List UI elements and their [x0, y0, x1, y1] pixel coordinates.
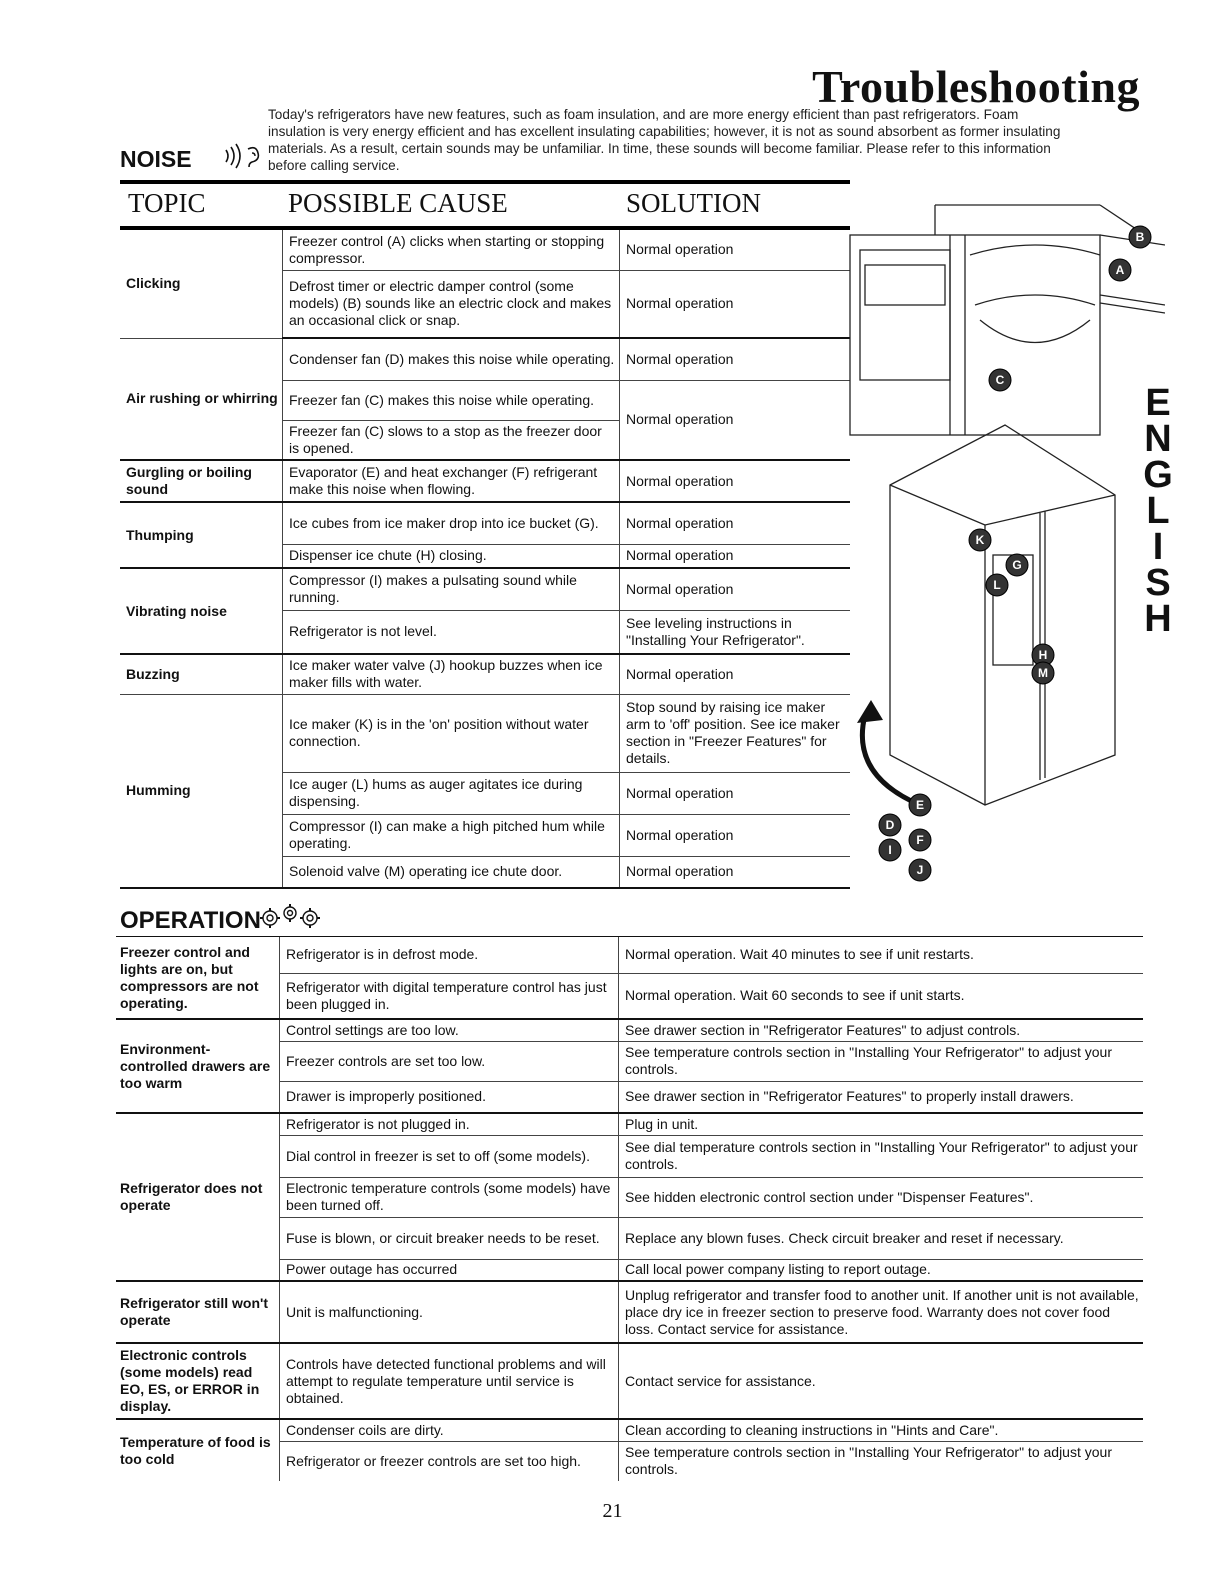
svg-text:G: G [1012, 558, 1022, 572]
solution-cell: Normal operation [620, 338, 851, 380]
callout-l [986, 574, 1008, 596]
callout-f [909, 829, 931, 851]
solution-cell: Normal operation [620, 230, 851, 270]
cause-cell: Ice maker (K) is in the 'on' position without water connection. [283, 694, 620, 772]
topic-cell: Gurgling or boiling sound [120, 460, 283, 502]
cause-cell: Ice maker water valve (J) hookup buzzes when ice maker fills with water. [283, 654, 620, 694]
callout-m [1032, 662, 1054, 684]
solution-cell: See dial temperature controls section in "Installing Your Refrigerator" to adjust your controls. [619, 1135, 1144, 1177]
svg-text:H: H [1038, 648, 1048, 662]
cause-cell: Electronic temperature controls (some models) have been turned off. [280, 1177, 619, 1217]
cause-cell: Ice cubes from ice maker drop into ice bucket (G). [283, 502, 620, 544]
header-possible-cause: POSSIBLE CAUSE [288, 188, 508, 218]
cause-cell: Power outage has occurred [280, 1259, 619, 1281]
noise-intro: Today's refrigerators have new features, such as foam insulation, and are more energy efficient than past refrigerators. Foam insulation is very energy efficient and has excellent insulating capabilities; however, it is not as sound absorbent as former insulating materials. As a result, certain sounds may be unfamiliar. In time, these sounds will become familiar. Please refer to this information before calling service. [268, 107, 1061, 173]
cause-cell: Drawer is improperly positioned. [280, 1081, 619, 1113]
svg-text:L: L [993, 578, 1001, 592]
solution-cell: Normal operation [620, 544, 851, 568]
cause-cell: Compressor (I) can make a high pitched hum while operating. [283, 814, 620, 856]
topic-cell: Thumping [120, 502, 283, 568]
operation-table [116, 937, 1143, 1481]
solution-cell: Normal operation [620, 502, 851, 544]
cause-cell: Dial control in freezer is set to off (some models). [280, 1135, 619, 1177]
noise-section-label: NOISE [120, 146, 192, 172]
solution-cell: Call local power company listing to report outage. [619, 1259, 1144, 1281]
cause-cell: Ice auger (L) hums as auger agitates ice during dispensing. [283, 772, 620, 814]
solution-cell: Normal operation [620, 460, 851, 502]
topic-cell: Clicking [120, 230, 283, 338]
cause-cell: Condenser coils are dirty. [280, 1419, 619, 1441]
callout-d [879, 814, 901, 836]
solution-cell: Normal operation. Wait 40 minutes to see if unit restarts. [619, 937, 1144, 973]
svg-text:E: E [915, 798, 925, 812]
solution-cell: See leveling instructions in "Installing Your Refrigerator". [620, 610, 851, 654]
svg-text:J: J [916, 863, 924, 877]
header-solution: SOLUTION [626, 188, 761, 218]
solution-cell: Replace any blown fuses. Check circuit breaker and reset if necessary. [619, 1217, 1144, 1259]
cause-cell: Freezer fan (C) makes this noise while operating. [283, 380, 620, 420]
callout-e [909, 794, 931, 816]
solution-cell: Plug in unit. [619, 1113, 1144, 1135]
sound-waves-icon [222, 141, 266, 171]
topic-cell: Vibrating noise [120, 568, 283, 654]
cause-cell: Controls have detected functional problems and will attempt to regulate temperature until service is obtained. [280, 1343, 619, 1419]
cause-cell: Evaporator (E) and heat exchanger (F) refrigerant make this noise when flowing. [283, 460, 620, 502]
cause-cell: Dispenser ice chute (H) closing. [283, 544, 620, 568]
cause-cell: Refrigerator with digital temperature control has just been plugged in. [280, 973, 619, 1019]
callout-c [989, 369, 1011, 391]
topic-cell: Electronic controls (some models) read EO, ES, or ERROR in display. [116, 1343, 280, 1419]
page-number: 21 [602, 1500, 623, 1522]
svg-text:M: M [1038, 666, 1048, 680]
svg-text:I: I [888, 843, 892, 857]
noise-table [120, 230, 850, 889]
cause-cell: Compressor (I) makes a pulsating sound while running. [283, 568, 620, 610]
cause-cell: Refrigerator is in defrost mode. [280, 937, 619, 973]
svg-text:K: K [975, 533, 985, 547]
topic-cell: Air rushing or whirring [120, 338, 283, 460]
header-topic: TOPIC [128, 188, 206, 218]
solution-cell: Clean according to cleaning instructions in "Hints and Care". [619, 1419, 1144, 1441]
curved-arrow-icon [862, 715, 920, 805]
svg-text:C: C [995, 373, 1005, 387]
cause-cell: Refrigerator is not level. [283, 610, 620, 654]
cause-cell: Solenoid valve (M) operating ice chute door. [283, 856, 620, 888]
top-rule [120, 180, 850, 184]
callout-g [1006, 554, 1028, 576]
cause-cell: Refrigerator is not plugged in. [280, 1113, 619, 1135]
solution-cell: Normal operation [620, 814, 851, 856]
solution-cell: Normal operation. Wait 60 seconds to see if unit starts. [619, 973, 1144, 1019]
solution-cell: See hidden electronic control section under "Dispenser Features". [619, 1177, 1144, 1217]
operation-section-label: OPERATION [120, 907, 261, 934]
solution-cell: Normal operation [620, 270, 851, 338]
solution-cell: Unplug refrigerator and transfer food to another unit. If another unit is not available, place dry ice in freezer section to preserve food. Warranty does not cover food loss. Contact service for assistance. [619, 1281, 1144, 1343]
side-label-english: E N G L I S H [1143, 382, 1173, 640]
topic-cell: Humming [120, 694, 283, 888]
topic-cell: Refrigerator still won't operate [116, 1281, 280, 1343]
cause-cell: Defrost timer or electric damper control (some models) (B) sounds like an electric clock and makes an occasional click or snap. [283, 270, 620, 338]
cause-cell: Freezer controls are set too low. [280, 1041, 619, 1081]
svg-text:D: D [885, 818, 895, 832]
callout-i [879, 839, 901, 861]
cause-cell: Freezer control (A) clicks when starting or stopping compressor. [283, 230, 620, 270]
svg-text:A: A [1115, 263, 1125, 277]
solution-cell: See temperature controls section in "Installing Your Refrigerator" to adjust your controls. [619, 1041, 1144, 1081]
callout-j [909, 859, 931, 881]
topic-cell: Refrigerator does not operate [116, 1113, 280, 1281]
solution-cell: Normal operation [620, 856, 851, 888]
solution-cell: See temperature controls section in "Installing Your Refrigerator" to adjust your controls. [625, 1444, 1112, 1478]
cause-cell: Freezer fan (C) slows to a stop as the freezer door is opened. [283, 420, 620, 460]
callout-k [969, 529, 991, 551]
svg-text:F: F [916, 833, 924, 847]
solution-cell: Normal operation [620, 568, 851, 610]
gears-icon [256, 903, 328, 929]
topic-cell: Temperature of food is too cold [116, 1419, 280, 1481]
refrigerator-diagram [845, 195, 1165, 895]
solution-cell: Contact service for assistance. [619, 1343, 1144, 1419]
cause-cell: Condenser fan (D) makes this noise while operating. [283, 338, 620, 380]
solution-cell: Stop sound by raising ice maker arm to 'off' position. See ice maker section in "Freezer Features" for details. [620, 694, 851, 772]
solution-cell: See drawer section in "Refrigerator Features" to adjust controls. [619, 1019, 1144, 1041]
page-title: Troubleshooting [812, 61, 1140, 112]
solution-cell: Normal operation [620, 772, 851, 814]
solution-cell: Normal operation [620, 654, 851, 694]
cause-cell: Fuse is blown, or circuit breaker needs to be reset. [280, 1217, 619, 1259]
cause-cell: Refrigerator or freezer controls are set too high. [280, 1441, 619, 1481]
callout-b [1129, 226, 1151, 248]
solution-cell: Normal operation [620, 380, 851, 460]
svg-text:B: B [1135, 230, 1145, 244]
cause-cell: Unit is malfunctioning. [280, 1281, 619, 1343]
topic-cell: Environment-controlled drawers are too warm [116, 1019, 280, 1113]
callout-a [1109, 259, 1131, 281]
topic-cell: Freezer control and lights are on, but compressors are not operating. [116, 937, 280, 1019]
topic-cell: Buzzing [120, 654, 283, 694]
solution-cell: See drawer section in "Refrigerator Features" to properly install drawers. [619, 1081, 1144, 1113]
cause-cell: Control settings are too low. [280, 1019, 619, 1041]
